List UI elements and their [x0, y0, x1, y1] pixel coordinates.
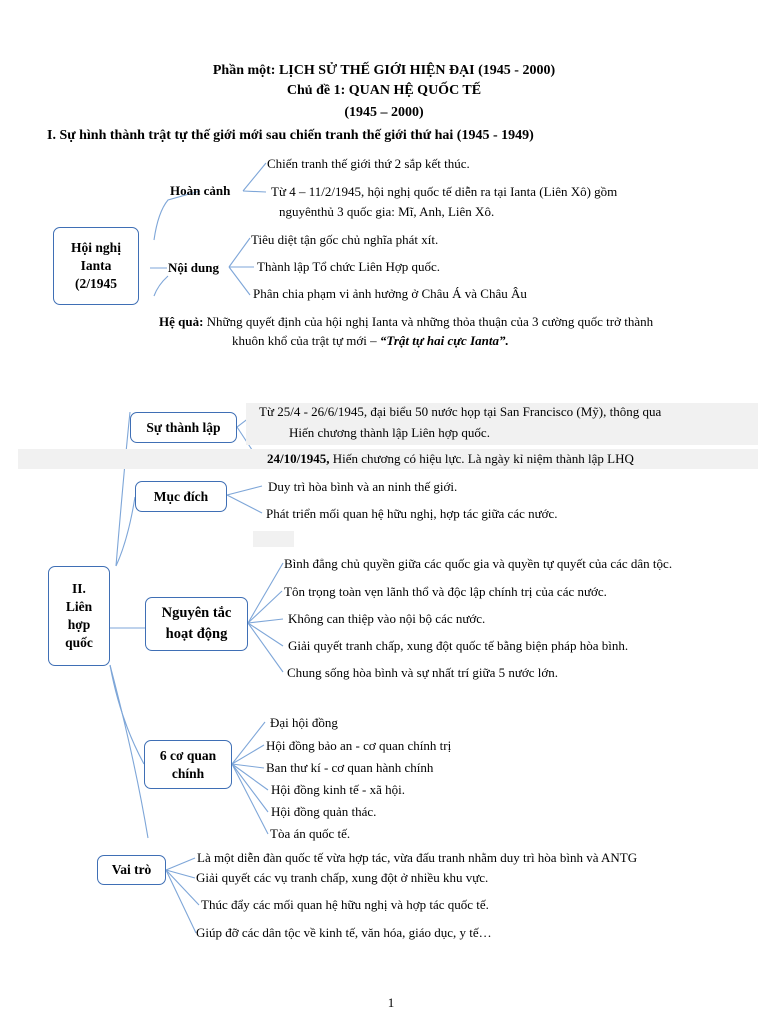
page-title: Phần một: LỊCH SỬ THẾ GIỚI HIỆN ĐẠI (1945 - 2000) — [212, 63, 556, 78]
noi-dung-label: Nội dung — [168, 260, 219, 275]
co-quan-item-2: Hội đồng bảo an - cơ quan chính trị — [266, 738, 452, 753]
nguyen-tac-item-1: Bình đẳng chủ quyền giữa các quốc gia và quyền tự quyết của các dân tộc. — [284, 556, 673, 571]
lhq-date: 24/10/1945, — [267, 451, 330, 466]
noi-dung-item-1: Tiêu diệt tận gốc chủ nghĩa phát xít. — [251, 232, 439, 247]
nguyen-tac-item-4: Giải quyết tranh chấp, xung đột quốc tế bằng biện pháp hòa bình. — [288, 638, 629, 653]
co-quan-item-1: Đại hội đồng — [270, 715, 338, 730]
connector-cq-1 — [232, 722, 265, 764]
nguyen-tac-item-3: Không can thiệp vào nội bộ các nước. — [288, 611, 486, 626]
connector-cq-6 — [232, 764, 268, 834]
lhq-date-text: Hiến chương có hiệu lực. Là ngày kỉ niệm thành lập LHQ — [329, 451, 634, 466]
co-quan-box: 6 cơ quan chính — [144, 740, 232, 789]
page-number: 1 — [387, 995, 395, 1010]
co-quan-item-5: Hội đồng quản thác. — [271, 804, 377, 819]
connector-nt-1 — [248, 563, 283, 623]
he-qua-line-1 — [159, 314, 653, 330]
muc-dich-box: Mục đích — [135, 481, 227, 512]
he-qua-line2-prefix: khuôn khổ của trật tự mới – — [232, 333, 380, 348]
connector-nt-2 — [248, 591, 282, 623]
topic-title: Chủ đề 1: QUAN HỆ QUỐC TẾ — [286, 83, 482, 98]
noi-dung-item-2: Thành lập Tổ chức Liên Hợp quốc. — [257, 259, 440, 274]
section1-heading: I. Sự hình thành trật tự thế giới mới sau chiến tranh thế giới thứ hai (1945 - 1949) — [47, 128, 534, 143]
connector-md-2 — [227, 495, 262, 513]
connector-hc-1 — [243, 163, 266, 191]
he-qua-line-2 — [232, 333, 509, 349]
connector-cq-2 — [232, 745, 264, 764]
nguyen-tac-box: Nguyên tắc hoạt động — [145, 597, 248, 651]
connector-nd-3 — [229, 267, 250, 295]
vai-tro-item-2: Giải quyết các vụ tranh chấp, xung đột ở nhiều khu vực. — [196, 870, 489, 885]
shaded-patch — [253, 531, 294, 547]
vai-tro-item-4: Giúp đỡ các dân tộc về kinh tế, văn hóa, giáo dục, y tế… — [196, 925, 492, 940]
muc-dich-item-2: Phát triển mối quan hệ hữu nghị, hợp tác giữa các nước. — [266, 506, 558, 521]
vai-tro-item-1: Là một diễn đàn quốc tế vừa hợp tác, vừa đấu tranh nhằm duy trì hòa bình và ANTG — [197, 850, 638, 865]
connector-nd-1 — [229, 238, 250, 267]
ianta-root-box: Hội nghị Ianta (2/1945 — [53, 227, 139, 305]
su-thanh-lap-box: Sự thành lập — [130, 412, 237, 443]
connector-nt-3 — [248, 619, 283, 623]
nguyen-tac-item-5: Chung sống hòa bình và sự nhất trí giữa 5 nước lớn. — [287, 665, 559, 680]
connector-vt-4 — [166, 870, 196, 933]
su-thanh-lap-line-2: Hiến chương thành lập Liên hợp quốc. — [289, 425, 490, 440]
connector-vt-3 — [166, 870, 199, 905]
connector-root-co-quan — [110, 665, 144, 764]
connector-hc-2 — [243, 191, 266, 192]
co-quan-item-3: Ban thư kí - cơ quan hành chính — [266, 760, 434, 775]
lhq-root-box: II. Liên hợp quốc — [48, 566, 110, 666]
connector-root-he-qua — [154, 276, 168, 296]
connector-nt-4 — [248, 623, 283, 646]
connector-md-1 — [227, 486, 262, 495]
he-qua-emphasis: “Trật tự hai cực Ianta”. — [379, 333, 509, 348]
muc-dich-item-1: Duy trì hòa bình và an ninh thế giới. — [268, 479, 458, 494]
co-quan-item-4: Hội đồng kinh tế - xã hội. — [271, 782, 405, 797]
connector-vt-1 — [166, 858, 195, 870]
connector-nt-5 — [248, 623, 283, 672]
su-thanh-lap-line-1: Từ 25/4 - 26/6/1945, đại biểu 50 nước họp tại San Francisco (Mỹ), thông qua — [259, 404, 662, 419]
connector-root-su-thanh-lap — [116, 412, 130, 566]
hoan-canh-label: Hoàn cảnh — [170, 183, 231, 198]
topic-years: (1945 – 2000) — [344, 105, 424, 120]
hoan-canh-item-1: Chiến tranh thế giới thứ 2 sắp kết thúc. — [267, 156, 470, 171]
he-qua-label: Hệ quả: — [159, 314, 204, 329]
hoan-canh-item-2: Từ 4 – 11/2/1945, hội nghị quốc tế diễn ra tại Ianta (Liên Xô) gồm — [271, 184, 618, 199]
connector-cq-5 — [232, 764, 268, 812]
hoan-canh-item-2-cont: nguyênthủ 3 quốc gia: Mĩ, Anh, Liên Xô. — [279, 204, 495, 219]
co-quan-item-6: Tòa án quốc tế. — [270, 826, 351, 841]
vai-tro-box: Vai trò — [97, 855, 166, 885]
nguyen-tac-item-2: Tôn trọng toàn vẹn lãnh thổ và độc lập chính trị của các nước. — [284, 584, 607, 599]
vai-tro-item-3: Thúc đẩy các mối quan hệ hữu nghị và hợp tác quốc tế. — [201, 897, 489, 912]
su-thanh-lap-line-3 — [267, 451, 634, 467]
he-qua-text: Những quyết định của hội nghị Ianta và những thỏa thuận của 3 cường quốc trở thành — [206, 314, 654, 329]
noi-dung-item-3: Phân chia phạm vi ảnh hưởng ở Châu Á và Châu Âu — [253, 286, 527, 301]
